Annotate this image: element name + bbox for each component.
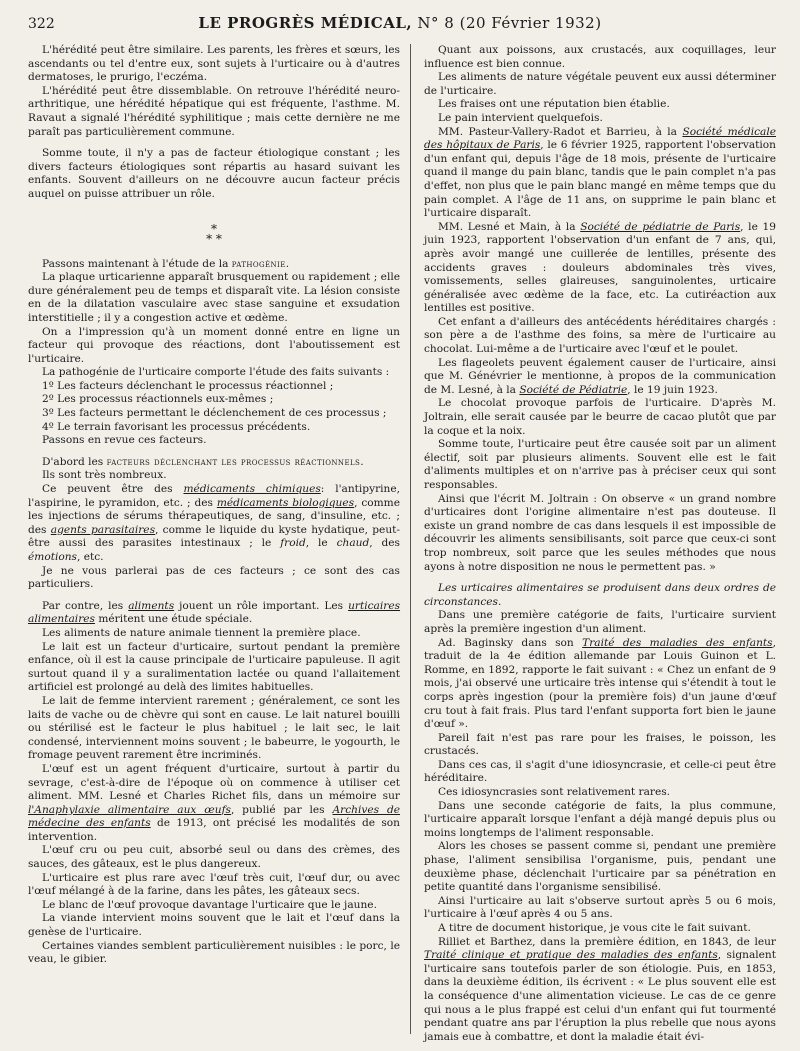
text-run: , traduit de la 4e édition allemande par Louis Guinon et L. Romme, en 1892, rapporte le fait suivant : « Chez un enfant de 9 mois, j'ai observé une urticaire très intense qui s'étendit à tout le corps après ingestion (pour la première fois) d'un jaune d'œuf cru tout à fait frais. Plus tard l'enfant supporta fort bien le jaune d'œuf ».	[424, 636, 776, 731]
text-run: D'abord les	[42, 455, 104, 468]
asterism-bottom: * *	[206, 231, 222, 246]
emphasis: émotions	[28, 551, 77, 563]
text-run: de 1913, ont précisé les modalités de son intervention.	[28, 817, 400, 843]
paragraph: Quant aux poissons, aux crustacés, aux coquillages, leur influence est bien connue.	[424, 44, 776, 70]
paragraph: Somme toute, il n'y a pas de facteur étiologique constant ; les divers facteurs étiologiques sont répartis au hasard suivant les enfants. Souvent d'ailleurs on ne découvre aucun facteur précis auquel on puisse attribuer un rôle.	[28, 147, 400, 200]
paragraph: Certaines viandes semblent particulièrement nuisibles : le porc, le veau, le gibier.	[28, 939, 400, 966]
text-run: , comme les injections de sérums thérapeutiques, de sang, d'insuline, etc. ; des	[28, 496, 400, 536]
paragraph: L'hérédité peut être dissemblable. On retrouve l'hérédité neuro-arthritique, une hérédité hépatique qui est fréquente, l'asthme. M. Ravaut a signalé l'hérédité syphilitique ; mais cette dernière ne me paraît pas particulièrement commune.	[28, 84, 400, 138]
paragraph: Les urticaires alimentaires se produisent dans deux ordres de circonstances.	[424, 582, 776, 608]
text-run: , signalent l'urticaire sans toutefois parler de son étiologie. Puis, en 1853, dans la deuxième édition, ils écrivent : « Le plus souvent elle est la conséquence d'une alimentation vicieuse. Le cas de ce genre qui nous a le plus frappé est celui d'un enfant qui fut tourmenté pendant quatre ans par l'éruption la plus rebelle que nous ayons jamais eue à combattre, et dont la maladie était évi-	[424, 949, 776, 1043]
emphasis: médicaments chimiques	[183, 483, 321, 496]
paragraph: Les aliments de nature végétale peuvent eux aussi déterminer de l'urticaire.	[424, 71, 776, 97]
emphasis: Traité des maladies des enfants	[582, 636, 773, 649]
running-header	[28, 14, 772, 36]
emphasis: Société de pédiatrie de Paris	[580, 220, 741, 233]
column-rule	[410, 44, 411, 1034]
paragraph: Passons en revue ces facteurs.	[42, 434, 207, 447]
list-item: 4º Le terrain favorisant les processus précédents.	[42, 420, 311, 433]
text-run: , publié par les	[230, 803, 325, 816]
text-run: , le 19 juin 1923.	[627, 383, 718, 396]
text-run: , le 6 février 1925, rapportent l'observation d'un enfant qui, depuis l'âge de 18 mois, présente de l'urticaire quand il mange du pain blanc, tandis que le pain complet n'a pas d'effet, non plus que le pain blanc mangé en même temps que du pain complet. A l'âge de 11 ans, on supprime le pain blanc et l'urticaire disparaît.	[424, 139, 776, 220]
text-run: , comme le liquide du kyste hydatique, peut-être aussi des parasites intestinaux ; le	[28, 523, 400, 550]
page-number: 322	[28, 16, 55, 32]
paragraph: L'hérédité peut être similaire. Les parents, les frères et sœurs, les ascendants ou tel d'entre eux, sont sujets à l'urticaire ou à d'autres dermatoses, le prurigo, l'eczéma.	[28, 44, 400, 84]
paragraph: La viande intervient moins souvent que le lait et l'œuf dans la genèse de l'urticaire.	[28, 912, 400, 939]
paragraph	[424, 936, 776, 1045]
text-run: , le 19 juin 1923, rapportent l'observation d'un enfant de 7 ans, qui, après avoir mangé une cuillerée de lentilles, présente des accidents graves : douleurs abdominales très vives, vomissements, selles glaireuses, sanguinolentes, urticaire généralisée avec œdème de la face, etc. La cutiréaction aux lentilles est positive.	[424, 220, 776, 315]
paragraph: Ainsi l'urticaire au lait s'observe surtout après 5 ou 6 mois, l'urticaire à l'œuf après 4 ou 5 ans.	[424, 894, 776, 921]
paragraph: Ainsi que l'écrit M. Joltrain : On observe « un grand nombre d'urticaires dont l'origine alimentaire n'est pas douteuse. Il existe un grand nombre de cas dans lesquels il est impossible de découvrir les aliments sensibilisants, soit parce que ceux-ci sont trop nombreux, soit parce que les seules méthodes que nous ayons à notre disposition ne nous le permettent pas. »	[424, 492, 776, 573]
text-run: Passons maintenant à l'étude de la	[42, 257, 229, 270]
paragraph: Les fraises ont une réputation bien établie.	[438, 98, 670, 111]
text-run: MM. Pasteur-Vallery-Radot et Barrieu, à la	[438, 125, 678, 138]
paragraph: La pathogénie de l'urticaire comporte l'étude des faits suivants :	[42, 366, 390, 379]
asterism-top: *	[211, 221, 217, 236]
paragraph: Le chocolat provoque parfois de l'urticaire. D'après M. Joltrain, elle serait causée par le beurre de cacao plutôt que par la coque et la noix.	[424, 397, 776, 437]
paragraph	[424, 637, 776, 732]
text-run: jouent un rôle important. Les	[179, 599, 344, 612]
paragraph	[28, 763, 400, 845]
paragraph: Dans ces cas, il s'agit d'une idiosyncrasie, et celle-ci peut être héréditaire.	[424, 758, 776, 785]
text-run: méritent une étude spéciale.	[98, 613, 253, 626]
paragraph: Le pain intervient quelquefois.	[438, 111, 603, 124]
text-run: Ad. Baginsky dans son	[438, 636, 574, 649]
list-item: 2º Les processus réactionnels eux-mêmes ;	[42, 393, 274, 406]
paragraph: Je ne vous parlerai pas de ces facteurs ; ce sont des cas particuliers.	[28, 564, 400, 591]
right-column	[424, 44, 776, 1043]
text-run: Ce peuvent être des	[42, 483, 173, 496]
running-head	[88, 14, 712, 32]
emphasis: Société de Pédiatrie	[519, 383, 628, 396]
paragraph	[28, 600, 400, 627]
text-run: , le	[305, 537, 328, 550]
emphasis: Société médicale des hôpitaux de Paris	[424, 125, 776, 152]
paragraph: Ces idiosyncrasies sont relativement rares.	[438, 786, 671, 799]
paragraph: Dans une première catégorie de faits, l'urticaire survient après la première ingestion d'un aliment.	[424, 609, 776, 635]
text-run: Les flageolets peuvent également causer de l'urticaire, ainsi que M. Génévrier le mentionne, à propos de la communication de M. Lesné, à la	[424, 356, 776, 396]
emphasis: urticaires alimentaires	[28, 599, 401, 626]
section-term: pathogénie.	[231, 257, 290, 270]
journal-title: LE PROGRÈS MÉDICAL,	[198, 14, 413, 32]
paragraph: Alors les choses se passent comme si, pendant une première phase, l'aliment sensibilisa l'organisme, puis, pendant une deuxième phase, déclenchait l'urticaire par sa pénétration en petite quantité dans l'organisme sensibilisé.	[424, 840, 776, 894]
paragraph: On a l'impression qu'à un moment donné entre en ligne un facteur qui provoque des réactions, dont l'aboutissement est l'urticaire.	[28, 325, 400, 365]
text-run: L'œuf est un agent fréquent d'urticaire, surtout à partir du sevrage, c'est-à-dire de l'époque où on commence à utiliser cet aliment. MM. Lesné et Charles Richet fils, dans un mémoire sur	[28, 762, 400, 803]
text-run: MM. Lesné et Main, à la	[438, 220, 576, 233]
paragraph: L'œuf cru ou peu cuit, absorbé seul ou dans des crèmes, des sauces, des gâteaux, est le plus dangereux.	[28, 844, 400, 871]
paragraph: L'urticaire est plus rare avec l'œuf très cuit, l'œuf dur, ou avec l'œuf mélangé à de la farine, dans les pâtes, les gâteaux secs.	[28, 871, 400, 898]
paragraph: Les aliments de nature animale tiennent la première place.	[42, 626, 361, 639]
text-run: , des	[369, 537, 400, 550]
left-column	[28, 44, 400, 1034]
emphasis: chaud	[336, 537, 370, 550]
paragraph: Pareil fait n'est pas rare pour les fraises, le poisson, les crustacés.	[424, 731, 776, 758]
emphasis: aliments	[128, 599, 175, 612]
emphasis: agents parasitaires	[50, 523, 155, 536]
issue-info: N° 8 (20 Février 1932)	[417, 14, 602, 32]
text-run: , etc.	[76, 551, 104, 563]
emphasis: Traité clinique et pratique des maladies des enfants	[424, 949, 718, 962]
paragraph	[28, 258, 400, 272]
text-run: : l'antipyrine, l'aspirine, le pyramidon, etc. ; des	[28, 483, 400, 509]
paragraph	[28, 483, 400, 565]
paragraph	[28, 456, 400, 470]
paragraph: A titre de document historique, je vous cite le fait suivant.	[438, 922, 751, 934]
emphasis: Archives de médecine des enfants	[28, 803, 400, 830]
section-separator	[28, 221, 400, 246]
paragraph	[424, 221, 776, 316]
emphasis: médicaments biologiques	[216, 496, 355, 509]
paragraph: Somme toute, l'urticaire peut être causée soit par un aliment électif, soit par plusieurs aliments. Souvent elle est le fait d'aliments multiples et on n'arrive pas à préciser ceux qui sont responsables.	[424, 438, 776, 491]
emphasis: froid	[280, 537, 306, 550]
list-item: 3º Les facteurs permettant le déclenchement de ces processus ;	[42, 407, 387, 420]
paragraph	[424, 126, 776, 221]
paragraph: La plaque urticarienne apparaît brusquement ou rapidement ; elle dure généralement peu de temps et disparaît vite. La lésion consiste en de la dilatation vasculaire avec stase sanguine et exsudation interstitielle ; il y a congestion active et œdème.	[28, 271, 400, 324]
text-run: Par contre, les	[42, 599, 124, 612]
list-item: 1º Les facteurs déclenchant le processus réactionnel ;	[42, 379, 334, 392]
text-run: Rilliet et Barthez, dans la première édition, en 1843, de leur	[438, 935, 776, 948]
paragraph: Le lait est un facteur d'urticaire, surtout pendant la première enfance, où il est la cause principale de l'urticaire papuleuse. Il agit surtout quand il y a suralimentation lactée ou quand l'allaitement artificiel est prolongé au delà des limites habituelles.	[28, 640, 400, 694]
emphasis: l'Anaphylaxie alimentaire aux œufs	[28, 803, 231, 816]
paragraph: Ils sont très nombreux.	[42, 469, 167, 482]
paragraph: Dans une seconde catégorie de faits, la plus commune, l'urticaire apparaît lorsque l'enfant a déjà mangé depuis plus ou moins longtemps de l'aliment responsable.	[424, 799, 776, 839]
paragraph: Le lait de femme intervient rarement ; généralement, ce sont les laits de vache ou de chèvre qui sont en cause. Le lait naturel bouilli ou stérilisé est le facteur le plus habituel ; le lait sec, le lait condensé, interviennent moins souvent ; le babeurre, le yogourth, le fromage peuvent rarement être incriminés.	[28, 694, 400, 762]
paragraph: Cet enfant a d'ailleurs des antécédents héréditaires chargés : son père a de l'asthme des foins, sa mère de l'urticaire au chocolat. Lui-même a de l'urticaire avec l'œuf et le poulet.	[424, 315, 776, 356]
paragraph: Le blanc de l'œuf provoque davantage l'urticaire que le jaune.	[42, 898, 377, 911]
section-term: facteurs déclenchant les processus réactionnels.	[106, 455, 364, 468]
paragraph	[424, 357, 776, 398]
